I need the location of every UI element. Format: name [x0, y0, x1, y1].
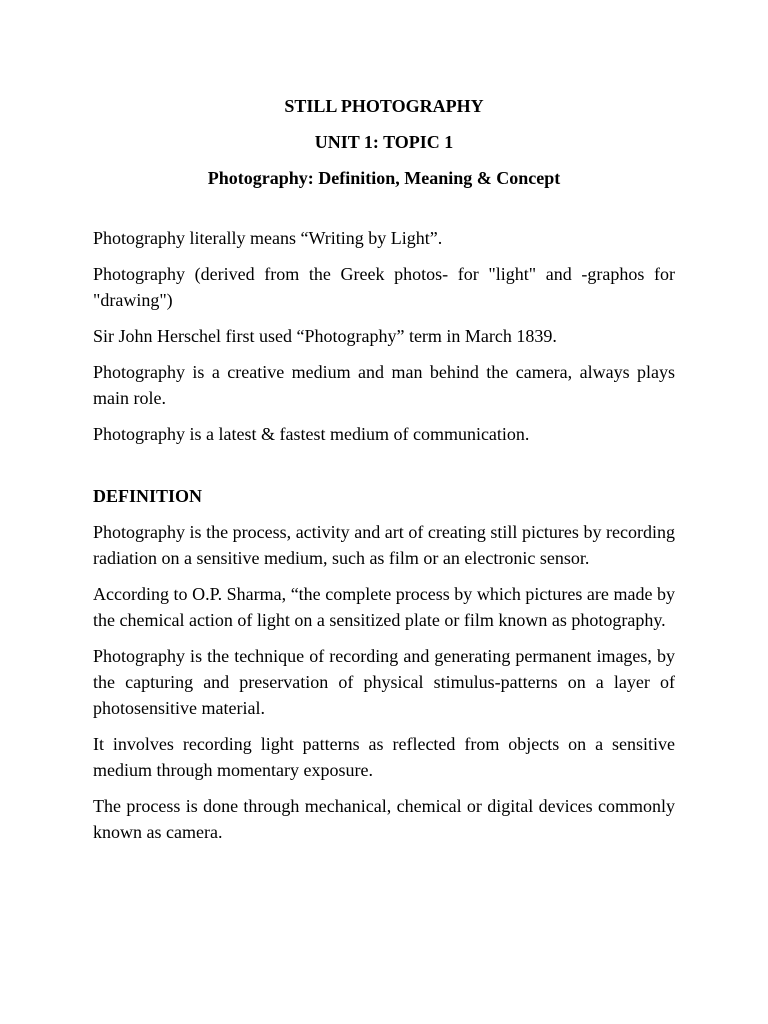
definition-paragraph: According to O.P. Sharma, “the complete process by which pictures are made by the chemical action of light on a sensitized plate or film known as photography.	[93, 584, 675, 630]
document-body	[93, 225, 675, 855]
definition-paragraph: The process is done through mechanical, chemical or digital devices commonly known as camera.	[93, 796, 675, 842]
definition-heading: DEFINITION	[93, 486, 203, 506]
intro-paragraph: Photography literally means “Writing by Light”.	[93, 228, 443, 248]
intro-paragraph: Sir John Herschel first used “Photography” term in March 1839.	[93, 326, 557, 346]
definition-paragraph: Photography is the technique of recording and generating permanent images, by the capturing and preservation of physical stimulus-patterns on a layer of photosensitive material.	[93, 646, 675, 718]
definition-paragraph: Photography is the process, activity and art of creating still pictures by recording radiation on a sensitive medium, such as film or an electronic sensor.	[93, 522, 675, 568]
intro-paragraph: Photography is a creative medium and man behind the camera, always plays main role.	[93, 362, 675, 408]
title-block	[0, 88, 768, 196]
section-spacer	[93, 457, 675, 483]
definition-paragraph: It involves recording light patterns as reflected from objects on a sensitive medium through momentary exposure.	[93, 734, 675, 780]
intro-paragraph: Photography (derived from the Greek photos- for "light" and -graphos for "drawing")	[93, 264, 675, 310]
document-subtitle: Photography: Definition, Meaning & Concept	[207, 168, 561, 188]
document-title: STILL PHOTOGRAPHY	[284, 96, 484, 116]
intro-paragraph: Photography is a latest & fastest medium of communication.	[93, 424, 530, 444]
unit-topic-heading: UNIT 1: TOPIC 1	[314, 132, 454, 152]
